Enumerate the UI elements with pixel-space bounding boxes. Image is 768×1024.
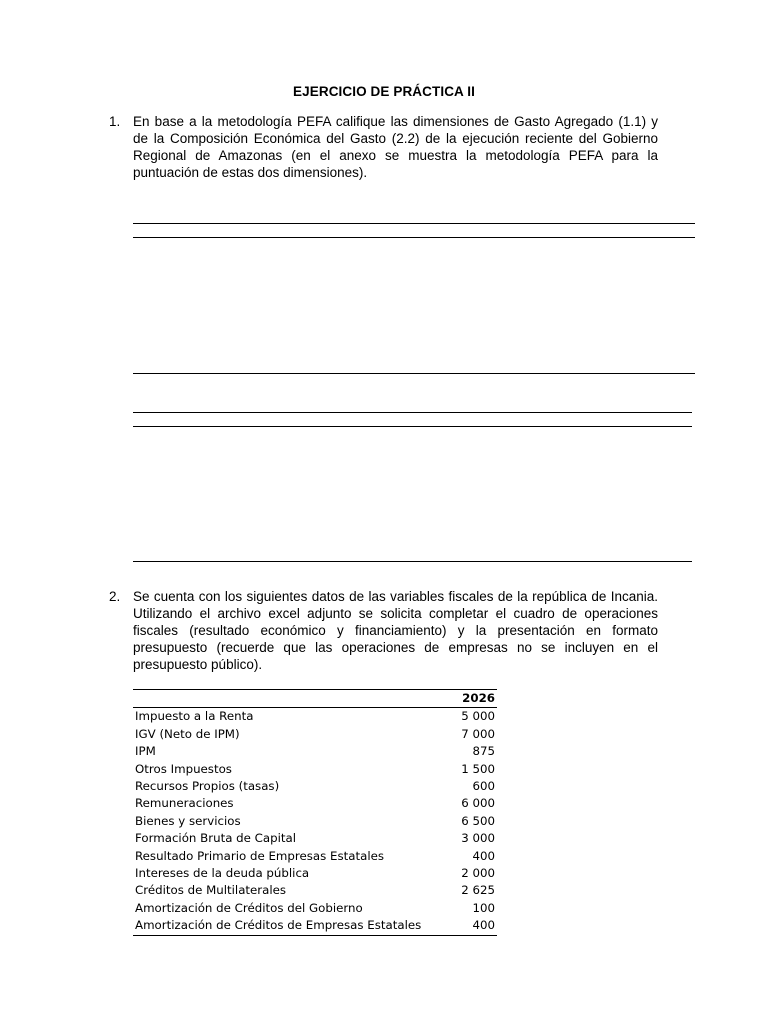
table-row — [133, 848, 497, 865]
answer-line — [133, 223, 695, 224]
row-label: Amortización de Créditos de Empresas Estatales — [133, 917, 455, 935]
table-row — [133, 865, 497, 882]
row-value: 400 — [472, 848, 495, 863]
row-value: 2 625 — [461, 883, 495, 898]
table-row — [133, 917, 497, 935]
row-label: Remuneraciones — [135, 796, 234, 811]
row-label: Otros Impuestos — [135, 761, 232, 776]
row-value: 5 000 — [461, 709, 495, 724]
answer-line — [133, 426, 692, 427]
answer-line — [133, 561, 692, 562]
row-value: 600 — [472, 779, 495, 794]
page-title: EJERCICIO DE PRÁCTICA II — [293, 84, 475, 99]
header-year: 2026 — [455, 690, 497, 708]
row-label: IGV (Neto de IPM) — [135, 726, 240, 741]
row-value: 2 000 — [461, 866, 495, 881]
row-label: Amortización de Créditos del Gobierno — [135, 900, 363, 915]
table-row — [133, 743, 497, 760]
row-label: Impuesto a la Renta — [135, 709, 254, 724]
question-1-number: 1. — [109, 114, 121, 129]
row-value: 875 — [472, 744, 495, 759]
row-label: IPM — [135, 744, 156, 759]
row-value: 400 — [455, 917, 497, 935]
row-value: 1 500 — [461, 761, 495, 776]
row-label: Bienes y servicios — [135, 813, 241, 828]
question-1 — [109, 113, 658, 181]
question-2 — [109, 588, 658, 673]
table-row — [133, 708, 497, 726]
row-label: Formación Bruta de Capital — [135, 831, 297, 846]
table-row — [133, 726, 497, 743]
answer-line — [133, 373, 695, 374]
table-row — [133, 830, 497, 847]
row-value: 7 000 — [461, 726, 495, 741]
answer-line — [133, 412, 692, 413]
table-row — [133, 795, 497, 812]
table-body — [133, 708, 497, 935]
table-row — [133, 778, 497, 795]
fiscal-data-table — [133, 689, 497, 936]
row-value: 100 — [472, 900, 495, 915]
table-row — [133, 900, 497, 917]
row-label: Créditos de Multilaterales — [135, 883, 287, 898]
table-row — [133, 813, 497, 830]
row-label: Intereses de la deuda pública — [135, 866, 310, 881]
table-row — [133, 882, 497, 899]
question-1-text: En base a la metodología PEFA califique las dimensiones de Gasto Agregado (1.1) y de la Composición Económica del Gasto (2.2) de la ejecución reciente del Gobierno Regional de Amazonas (en el anexo se muestra la metodología PEFA para la puntuación de estas dos dimensiones). — [133, 114, 658, 180]
answer-line — [133, 237, 695, 238]
question-2-text: Se cuenta con los siguientes datos de las variables fiscales de la república de Incania. Utilizando el archivo excel adjunto se solicita completar el cuadro de operaciones fiscales (resultado económico y financiamiento) y la presentación en formato presupuesto (recuerde que las operaciones de empresas no se incluyen en el presupuesto público). — [133, 589, 658, 672]
table-header-row — [133, 690, 497, 708]
row-value: 6 000 — [461, 796, 495, 811]
row-label: Resultado Primario de Empresas Estatales — [135, 848, 385, 863]
row-label: Recursos Propios (tasas) — [135, 779, 280, 794]
header-label — [133, 690, 455, 708]
row-value: 3 000 — [461, 831, 495, 846]
question-2-number: 2. — [109, 589, 121, 604]
table-row — [133, 761, 497, 778]
row-value: 6 500 — [461, 813, 495, 828]
